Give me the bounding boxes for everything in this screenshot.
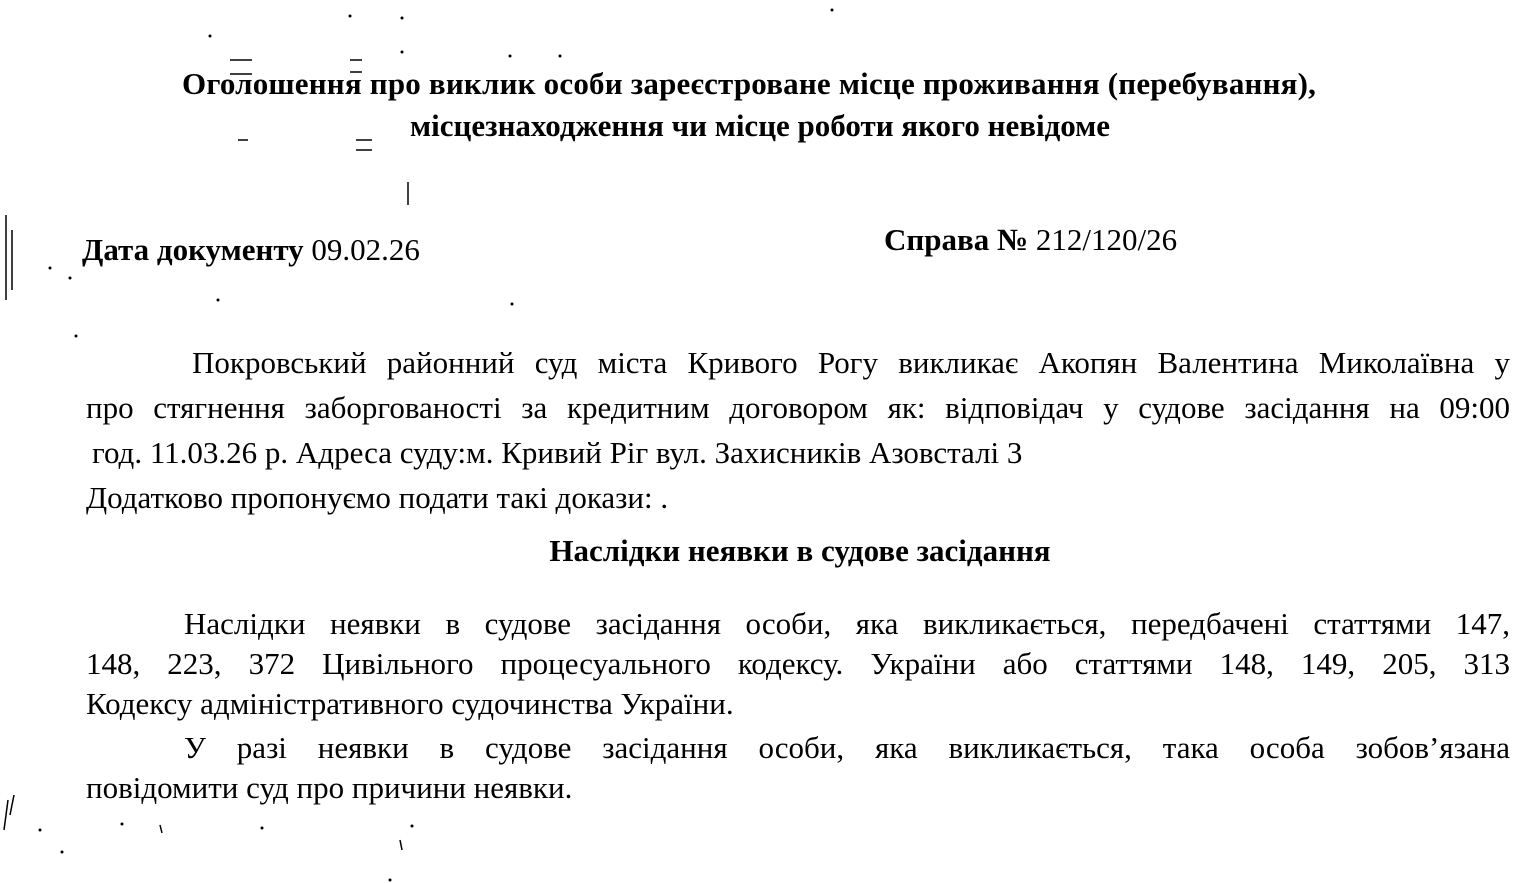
consequences-paragraph-1 xyxy=(86,604,1510,724)
document-date xyxy=(82,232,420,268)
summons-line-3: год. 11.03.26 р. Адреса суду:м. Кривий Ріг вул. Захисників Азовсталі 3 xyxy=(92,435,1023,470)
consequences-p1-line-2: 148, 223, 372 Цивільного процесуального кодексу. України або статтями 148, 149, 205, 313 xyxy=(86,646,1510,681)
summons-line-1: Покровський районний суд міста Кривого Рогу викликає Акопян Валентина Миколаївна у xyxy=(192,345,1510,380)
summons-paragraph xyxy=(86,340,1510,520)
case-number xyxy=(884,222,1177,258)
consequences-p2-line-2: повідомити суд про причини неявки. xyxy=(86,770,573,805)
case-number-label: Справа № xyxy=(884,222,1029,257)
consequences-p2-line-1: У разі неявки в судове засідання особи, яка викликається, така особа зобов’язана xyxy=(184,730,1510,765)
summons-line-2: про стягнення заборгованості за кредитним договором як: відповідач у судове засідання на 09:00 xyxy=(86,390,1510,425)
consequences-p1-line-1: Наслідки неявки в судове засідання особи, яка викликається, передбачені статтями 147, xyxy=(184,606,1510,641)
consequences-paragraph-2 xyxy=(86,728,1510,808)
document-date-label: Дата документу xyxy=(82,232,304,267)
notice-title-line1: Оголошення про виклик особи зареєстроване місце проживання (перебування), xyxy=(182,66,1317,101)
case-number-value: 212/120/26 xyxy=(1035,222,1178,257)
consequences-p1-line-3: Кодексу адміністративного судочинства України. xyxy=(86,686,734,721)
document-date-value: 09.02.26 xyxy=(311,232,420,267)
summons-line-4: Додатково пропонуємо подати такі докази: . xyxy=(86,480,669,515)
consequences-heading: Наслідки неявки в судове засідання xyxy=(549,533,1051,568)
notice-title-line2: місцезнаходження чи місце роботи якого невідоме xyxy=(410,108,1111,143)
